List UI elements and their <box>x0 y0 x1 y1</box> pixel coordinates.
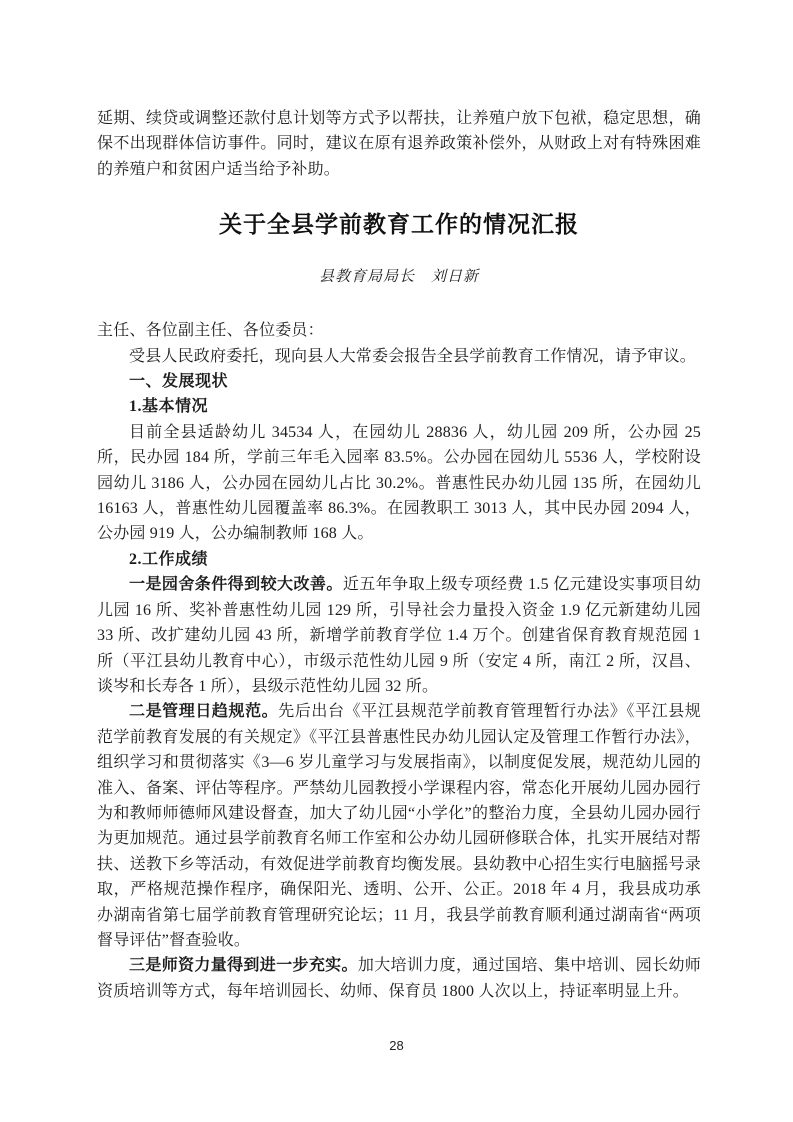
achievement-1-lead: 一是园舍条件得到较大改善。 <box>129 576 343 594</box>
page-number: 28 <box>389 1038 404 1053</box>
byline: 县教育局局长 刘日新 <box>318 269 479 286</box>
carryover-paragraph: 延期、续贷或调整还款付息计划等方式予以帮扶，让养殖户放下包袱，稳定思想，确保不出现群体信访事件。同时，建议在原有退养政策补偿外，从财政上对有特殊困难的养殖户和贫困户适当给予补助。 <box>97 110 701 178</box>
achievement-paragraph-1 <box>97 572 701 699</box>
subsection-heading-basic-situation: 1.基本情况 <box>129 398 209 416</box>
salutation: 主任、各位副主任、各位委员： <box>97 322 324 340</box>
subsection-heading-work-achievements: 2.工作成绩 <box>129 550 209 568</box>
achievement-1-text: 近五年争取上级专项经费 1.5 亿元建设实事项目幼儿园 16 所、奖补普惠性幼儿园 129 所，引导社会力量投入资金 1.9 亿元新建幼儿园 33 所、改扩建幼儿园 43 所，新增学前教育学位 1.4 万个。创建省保育教育规范园 1 所（平江县幼儿教育中心），市级示范性幼儿园 9 所（安定 4 所，南江 2 所，汉昌、谈岑和长寿各 1 所），县级示范性幼儿园 32 所。 <box>97 576 701 695</box>
achievement-paragraph-3 <box>97 953 701 1004</box>
section-heading-development-status: 一、发展现状 <box>129 373 229 391</box>
achievement-2-lead: 二是管理日趋规范。 <box>129 703 279 721</box>
basic-situation-paragraph: 目前全县适龄幼儿 34534 人，在园幼儿 28836 人，幼儿园 209 所，公办园 25 所，民办园 184 所，学前三年毛入园率 83.5%。公办园在园幼儿 5536 人，学校附设园幼儿 3186 人，公办园在园幼儿占比 30.2%。普惠性民办幼儿园 135 所，在园幼儿 16163 人，普惠性幼儿园覆盖率 86.3%。在园教职工 3013 人，其中民办园 2094 人，公办园 919 人，公办编制教师 168 人。 <box>97 423 701 543</box>
achievement-paragraph-2 <box>97 699 701 953</box>
document-content <box>97 106 701 1004</box>
document-title: 关于全县学前教育工作的情况汇报 <box>219 211 579 238</box>
achievement-3-lead: 三是师资力量得到进一步充实。 <box>129 957 358 975</box>
opening-paragraph: 受县人民政府委托，现向县人大常委会报告全县学前教育工作情况，请予审议。 <box>129 347 697 365</box>
achievement-2-text: 先后出台《平江县规范学前教育管理暂行办法》《平江县规范学前教育发展的有关规定》《平江县普惠性民办幼儿园认定及管理工作暂行办法》，组织学习和贯彻落实《3—6 岁儿童学习与发展指南》，以制度促发展，规范幼儿园的准入、备案、评估等程序。严禁幼儿园教授小学课程内容，常态化开展幼儿园办园行为和教师师德师风建设督查，加大了幼儿园“小学化”的整治力度，全县幼儿园办园行为更加规范。通过县学前教育名师工作室和公办幼儿园研修联合体，扎实开展结对帮扶、送教下乡等活动，有效促进学前教育均衡发展。县幼教中心招生实行电脑摇号录取，严格规范操作程序，确保阳光、透明、公开、公正。2018 年 4 月，我县成功承办湖南省第七届学前教育管理研究论坛；11 月，我县学前教育顺利通过湖南省“两项督导评估”督查验收。 <box>97 703 701 949</box>
achievement-3-text: 加大培训力度，通过国培、集中培训、园长幼师资质培训等方式，每年培训园长、幼师、保育员 1800 人次以上，持证率明显上升。 <box>97 957 701 1000</box>
